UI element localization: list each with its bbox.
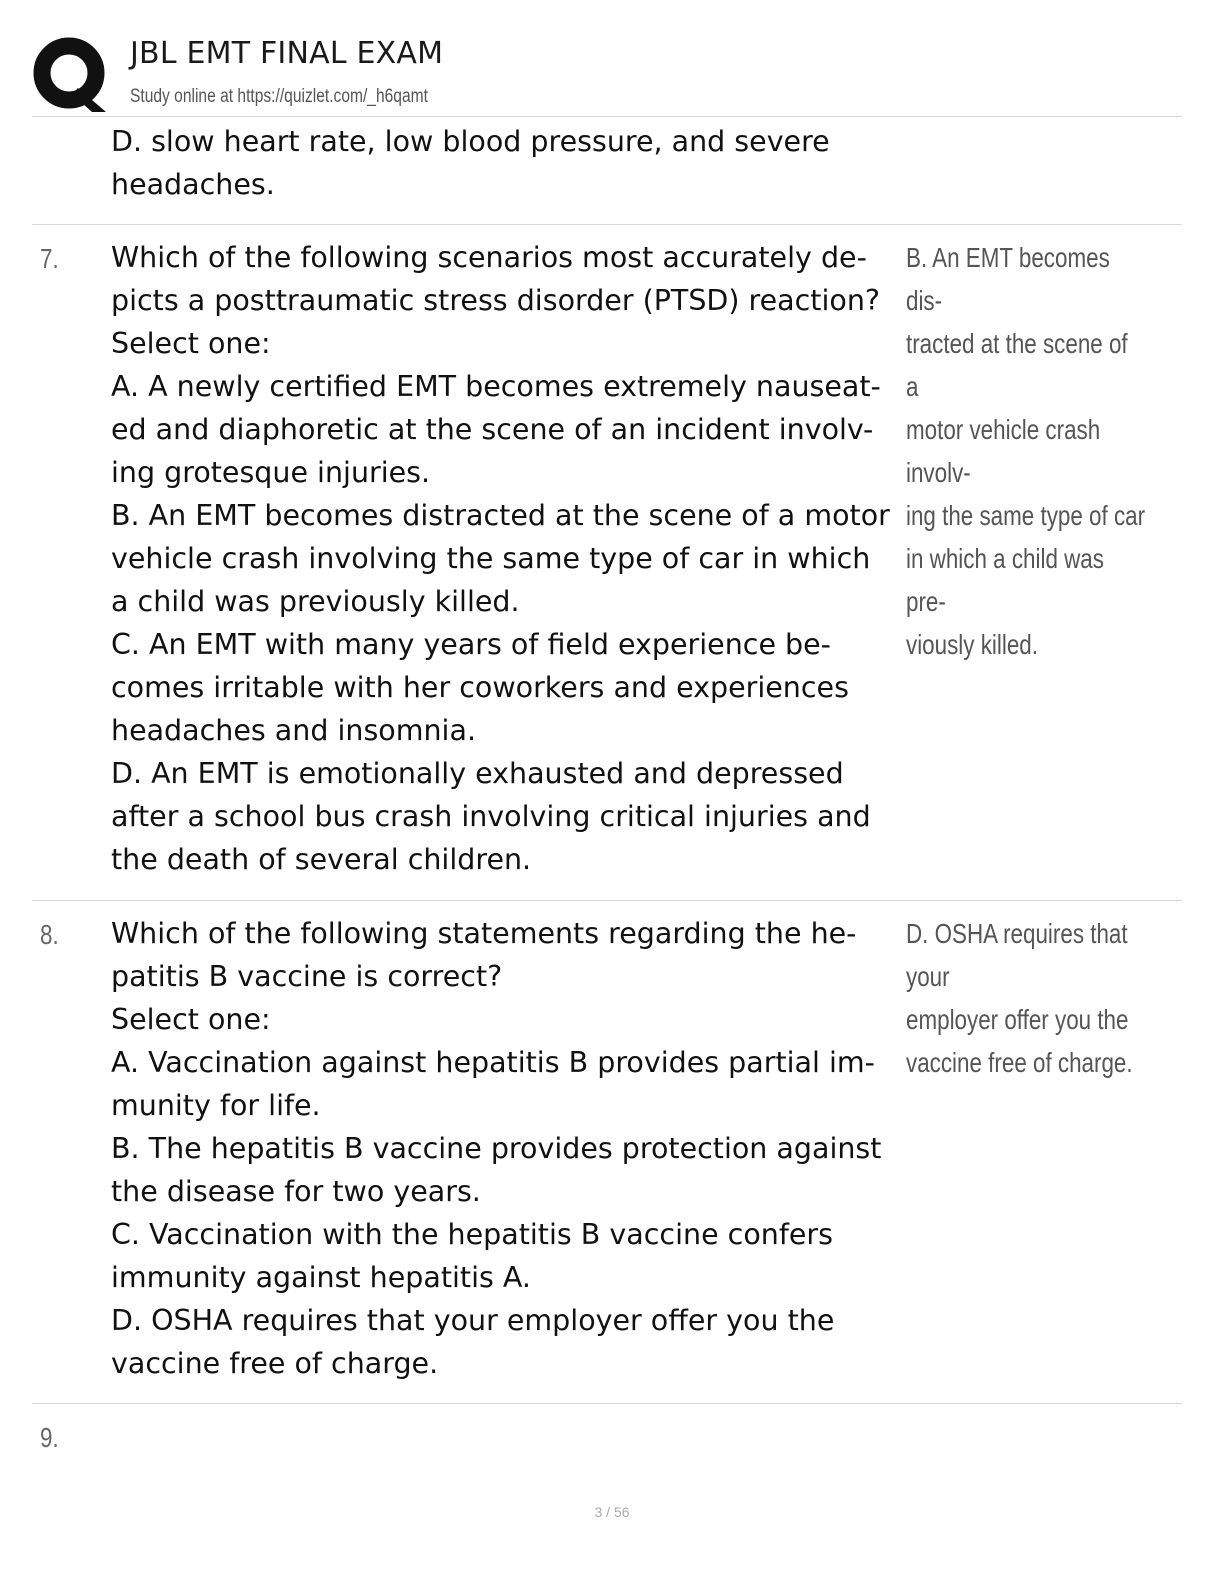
- answer-text: B. An EMT becomes dis- tracted at the scene of a motor vehicle crash involv- ing the same type of car in which a child was pre- viously killed.: [906, 242, 1146, 660]
- continued-question-text: D. slow heart rate, low blood pressure, and severe headaches.: [111, 125, 830, 201]
- divider: [32, 1403, 1182, 1404]
- document-title: JBL EMT FINAL EXAM: [130, 36, 444, 71]
- divider: [32, 900, 1182, 901]
- page-number: 3 / 56: [594, 1504, 630, 1520]
- question-text: Which of the following statements regarding the he- patitis B vaccine is correct? Select one: A. Vaccination against hepatitis B provides partial im- munity for life. B. The hepatitis B vaccine provides protection against the disease for two years. C. Vaccination with the hepatitis B vaccine confers immunity against hepatitis A. D. OSHA requires that your employer offer you the vaccine free of charge.: [111, 917, 882, 1380]
- question-number: 9.: [40, 1422, 59, 1453]
- divider: [32, 224, 1182, 225]
- question-number: 8.: [40, 919, 59, 950]
- question-text: Which of the following scenarios most accurately de- picts a posttraumatic stress disorder (PTSD) reaction? Select one: A. A newly certified EMT becomes extremely nauseat- ed and diaphoretic at the scene of an incident involv- ing grotesque injuries. B. An EMT becomes distracted at the scene of a motor vehicle crash involving the same type of car in which a child was previously killed. C. An EMT with many years of field experience be- comes irritable with her coworkers and experiences headaches and insomnia. D. An EMT is emotionally exhausted and depressed after a school bus crash involving critical injuries and the death of several children.: [111, 241, 890, 876]
- quizlet-logo-icon: [32, 36, 110, 114]
- answer-text: D. OSHA requires that your employer offer you the vaccine free of charge.: [906, 918, 1133, 1078]
- study-online-link[interactable]: Study online at https://quizlet.com/_h6qamt: [130, 86, 428, 107]
- divider: [32, 116, 1182, 117]
- page-header: [32, 30, 1182, 116]
- question-number: 7.: [40, 243, 59, 274]
